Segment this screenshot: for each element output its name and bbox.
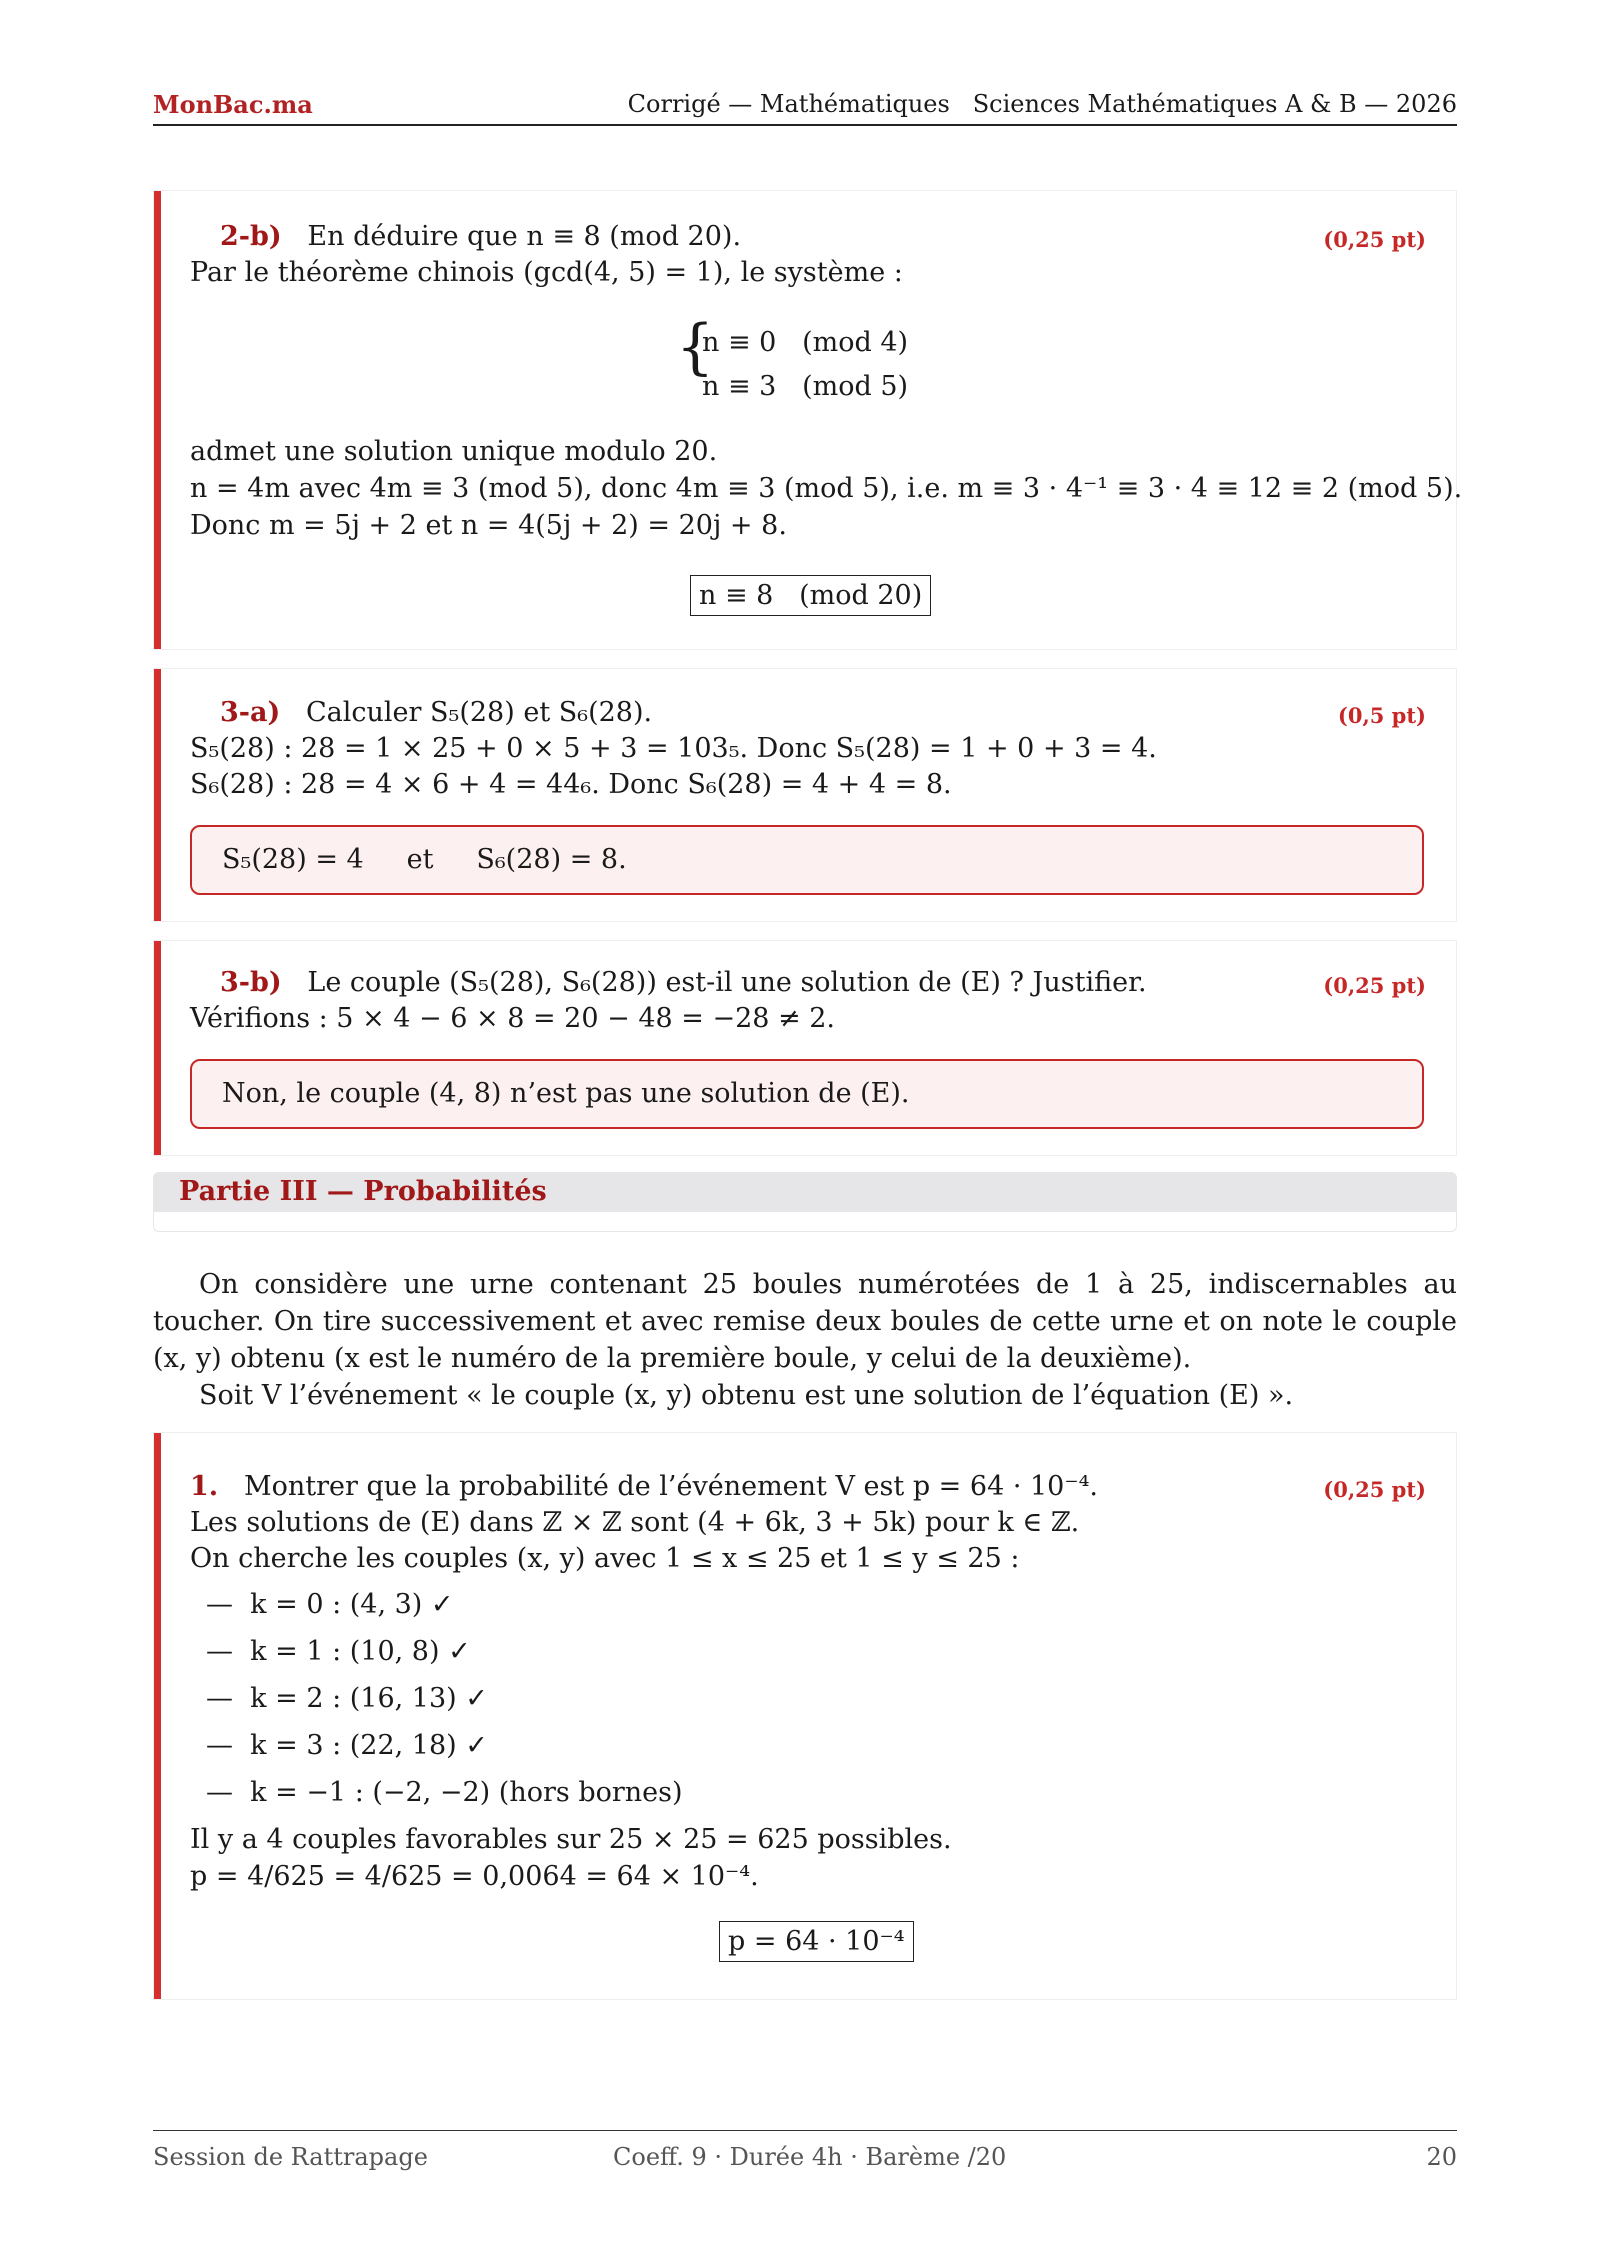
question-label: 3-b) [220, 967, 282, 998]
points-badge: (0,25 pt) [1323, 973, 1426, 998]
footer-exam-info: Coeff. 9 · Durée 4h · Barème /20 [613, 2143, 1007, 2171]
question-heading [220, 221, 741, 252]
section-header [153, 1172, 1457, 1212]
question-text: Le couple (S₅(28), S₆(28)) est-il une solution de (E) ? Justifier. [307, 967, 1147, 998]
answer-line: Les solutions de (E) dans ℤ × ℤ sont (4 + 6k, 3 + 5k) pour k ∈ ℤ. [190, 1507, 1080, 1538]
system-eq-1: n ≡ 0 (mod 4) [702, 327, 909, 358]
system-eq-2: n ≡ 3 (mod 5) [702, 371, 909, 402]
answer-text: Non, le couple (4, 8) n’est pas une solution de (E). [222, 1078, 910, 1109]
points-badge: (0,5 pt) [1337, 703, 1426, 728]
answer-line: S₅(28) : 28 = 1 × 25 + 0 × 5 + 3 = 103₅. Donc S₅(28) = 1 + 0 + 3 = 4. [190, 733, 1157, 764]
answer-line: Par le théorème chinois (gcd(4, 5) = 1), le système : [190, 257, 903, 288]
question-text: Montrer que la probabilité de l’événement V est p = 64 · 10⁻⁴. [243, 1471, 1099, 1502]
section-title: Partie III — Probabilités [179, 1176, 547, 1207]
intro-paragraph [153, 1377, 1457, 1414]
list-item: — k = 2 : (16, 13) ✓ [206, 1683, 488, 1714]
answer-line: n = 4m avec 4m ≡ 3 (mod 5), donc 4m ≡ 3 (mod 5), i.e. m ≡ 3 · 4⁻¹ ≡ 3 · 4 ≡ 12 ≡ 2 (mod 5). [190, 473, 1463, 504]
question-heading [190, 1471, 1098, 1502]
answer-box [190, 1059, 1424, 1129]
intro-paragraph [153, 1266, 1457, 1377]
system-brace: { [676, 312, 715, 382]
answer-line: Donc m = 5j + 2 et n = 4(5j + 2) = 20j + 8. [190, 510, 787, 541]
question-text: Calculer S₅(28) et S₆(28). [306, 697, 653, 728]
intro-text: On considère une urne contenant 25 boules numérotées de 1 à 25, indiscernables au toucher. On tire successivement et avec remise deux boules de cette urne et on note le couple (x, y) obtenu (x est le numéro de la première boule, y celui de la deuxième). [153, 1269, 1457, 1374]
question-text: En déduire que n ≡ 8 (mod 20). [307, 221, 742, 252]
answer-line: admet une solution unique modulo 20. [190, 436, 718, 467]
question-heading [220, 697, 652, 728]
answer-line: S₆(28) : 28 = 4 × 6 + 4 = 44₆. Donc S₆(28) = 4 + 4 = 8. [190, 769, 952, 800]
page-footer [153, 2130, 1457, 2171]
question-heading [220, 967, 1147, 998]
answer-line: On cherche les couples (x, y) avec 1 ≤ x ≤ 25 et 1 ≤ y ≤ 25 : [190, 1543, 1020, 1574]
question-label: 1. [190, 1471, 219, 1502]
points-badge: (0,25 pt) [1323, 227, 1426, 252]
question-card-2b [153, 190, 1463, 650]
list-item: — k = 3 : (22, 18) ✓ [206, 1730, 488, 1761]
list-item: — k = 1 : (10, 8) ✓ [206, 1636, 471, 1667]
intro-text: Soit V l’événement « le couple (x, y) obtenu est une solution de l’équation (E) ». [199, 1380, 1294, 1411]
question-card-1 [153, 1432, 1457, 2000]
document-title: Corrigé — Mathématiques Sciences Mathématiques A & B — 2026 [627, 90, 1457, 118]
answer-line: p = 4/625 = 4/625 = 0,0064 = 64 × 10⁻⁴. [190, 1861, 759, 1892]
list-item: — k = 0 : (4, 3) ✓ [206, 1589, 454, 1620]
page-number: 20 [1426, 2143, 1457, 2171]
boxed-result: n ≡ 8 (mod 20) [690, 575, 931, 616]
footer-session: Session de Rattrapage [153, 2143, 428, 2171]
answer-text: S₅(28) = 4 et S₆(28) = 8. [222, 844, 627, 875]
page-header [153, 88, 1457, 126]
points-badge: (0,25 pt) [1323, 1477, 1426, 1502]
question-card-3b [153, 940, 1457, 1156]
section-divider [153, 1212, 1457, 1232]
answer-line: Vérifions : 5 × 4 − 6 × 8 = 20 − 48 = −28 ≠ 2. [190, 1003, 835, 1034]
question-label: 3-a) [220, 697, 281, 728]
brand-logo[interactable]: MonBac.ma [153, 90, 313, 119]
answer-line: Il y a 4 couples favorables sur 25 × 25 = 625 possibles. [190, 1824, 952, 1855]
list-item: — k = −1 : (−2, −2) (hors bornes) [206, 1777, 683, 1808]
question-label: 2-b) [220, 221, 282, 252]
boxed-result: p = 64 · 10⁻⁴ [719, 1921, 914, 1962]
question-card-3a [153, 668, 1457, 922]
answer-box [190, 825, 1424, 895]
